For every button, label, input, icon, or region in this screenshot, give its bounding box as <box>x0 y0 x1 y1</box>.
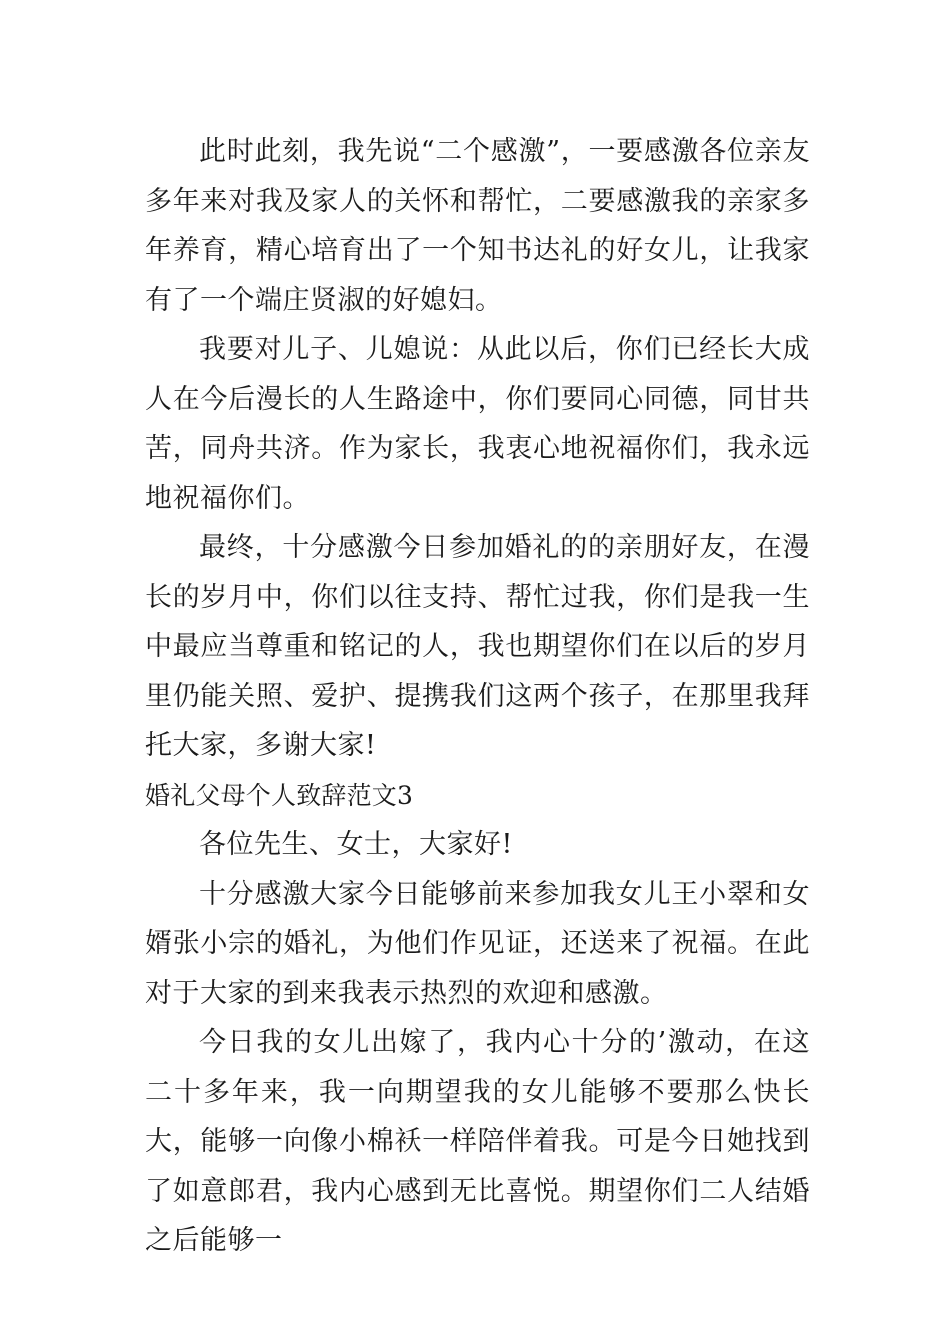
paragraph-gratitude: 此时此刻，我先说“二个感激”，一要感激各位亲友多年来对我及家人的关怀和帮忙，二要感激我的亲家多年养育，精心培育出了一个知书达礼的好女儿，让我家有了一个端庄贤淑的好媳妇。 <box>145 136 810 316</box>
document-body <box>145 127 810 1266</box>
section-heading: 婚礼父母个人致辞范文3 <box>145 780 414 810</box>
paragraph-closing-thanks: 最终，十分感激今日参加婚礼的的亲朋好友，在漫长的岁月中，你们以往支持、帮忙过我，你们是我一生中最应当尊重和铭记的人，我也期望你们在以后的岁月里仍能关照、爱护、提携我们这两个孩子，在那里我拜托大家，多谢大家! <box>145 532 810 761</box>
paragraph-welcome: 十分感激大家今日能够前来参加我女儿王小翠和女婿张小宗的婚礼，为他们作见证，还送来了祝福。在此对于大家的到来我表示热烈的欢迎和感激。 <box>145 878 810 1009</box>
paragraph-to-children: 我要对儿子、儿媳说：从此以后，你们已经长大成人在今后漫长的人生路途中，你们要同心同德，同甘共苦，同舟共济。作为家长，我衷心地祝福你们，我永远地祝福你们。 <box>145 334 810 514</box>
paragraph-daughter: 今日我的女儿出嫁了，我内心十分的’激动，在这二十多年来，我一向期望我的女儿能够不要那么快长大，能够一向像小棉袄一样陪伴着我。可是今日她找到了如意郎君，我内心感到无比喜悦。期望你们二人结婚之后能够一 <box>145 1027 810 1256</box>
paragraph-greeting: 各位先生、女士，大家好! <box>199 829 513 860</box>
